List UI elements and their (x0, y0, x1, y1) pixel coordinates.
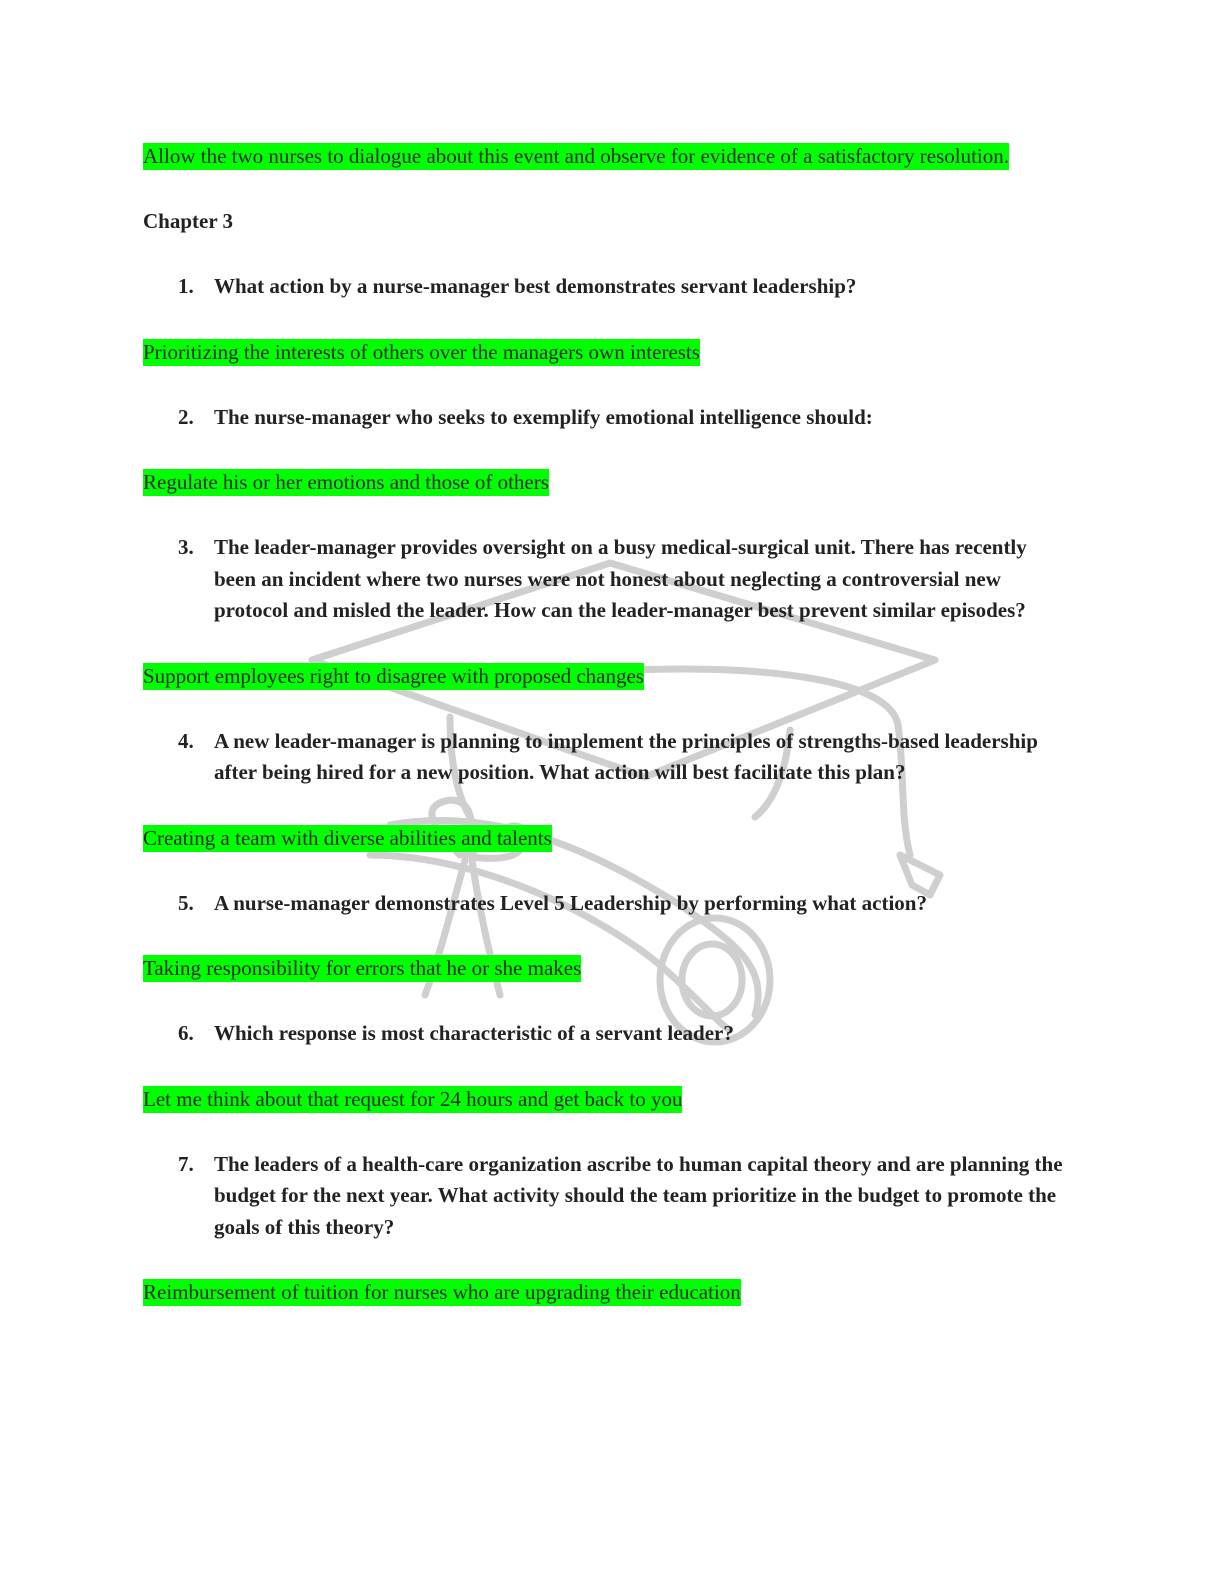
answer-1: Prioritizing the interests of others over the managers own interests (143, 339, 700, 364)
question-2: 2. The nurse-manager who seeks to exemplify emotional intelligence should: (178, 404, 873, 429)
answer-7: Reimbursement of tuition for nurses who are upgrading their education (143, 1280, 741, 1304)
question-6: 6. Which response is most characteristic of a servant leader? (178, 1021, 734, 1045)
chapter-heading: Chapter 3 (143, 209, 234, 233)
question-7: 7. The leaders of a health-care organization ascribe to human capital theory and are planning the budget for the next year. What activity should the team prioritize in the budget to promote the goals of this theory? (178, 1151, 1063, 1239)
question-1: 1. What action by a nurse-manager best demonstrates servant leadership? (178, 274, 857, 298)
intro-answer: Allow the two nurses to dialogue about this event and observe for evidence of a satisfactory resolution. (143, 144, 1010, 168)
question-3: 3. The leader-manager provides oversight on a busy medical-surgical unit. There has recently been an incident where two nurses were not honest about neglecting a controversial new protocol and misled the leader. How can the leader-manager best prevent similar episodes? (178, 535, 1027, 622)
answer-3: Support employees right to disagree with proposed changes (143, 663, 644, 688)
question-4: 4. A new leader-manager is planning to implement the principles of strengths-based leadership after being hired for a new position. What action will best facilitate this plan? (178, 728, 1038, 784)
answer-6: Let me think about that request for 24 hours and get back to you (143, 1086, 683, 1111)
answer-2: Regulate his or her emotions and those of others (143, 470, 549, 494)
answer-4: Creating a team with diverse abilities and talents (143, 825, 552, 850)
document-content (143, 141, 1063, 1308)
answer-5: Taking responsibility for errors that he or she makes (143, 956, 582, 980)
question-5: 5. A nurse-manager demonstrates Level 5 Leadership by performing what action? (178, 890, 927, 915)
